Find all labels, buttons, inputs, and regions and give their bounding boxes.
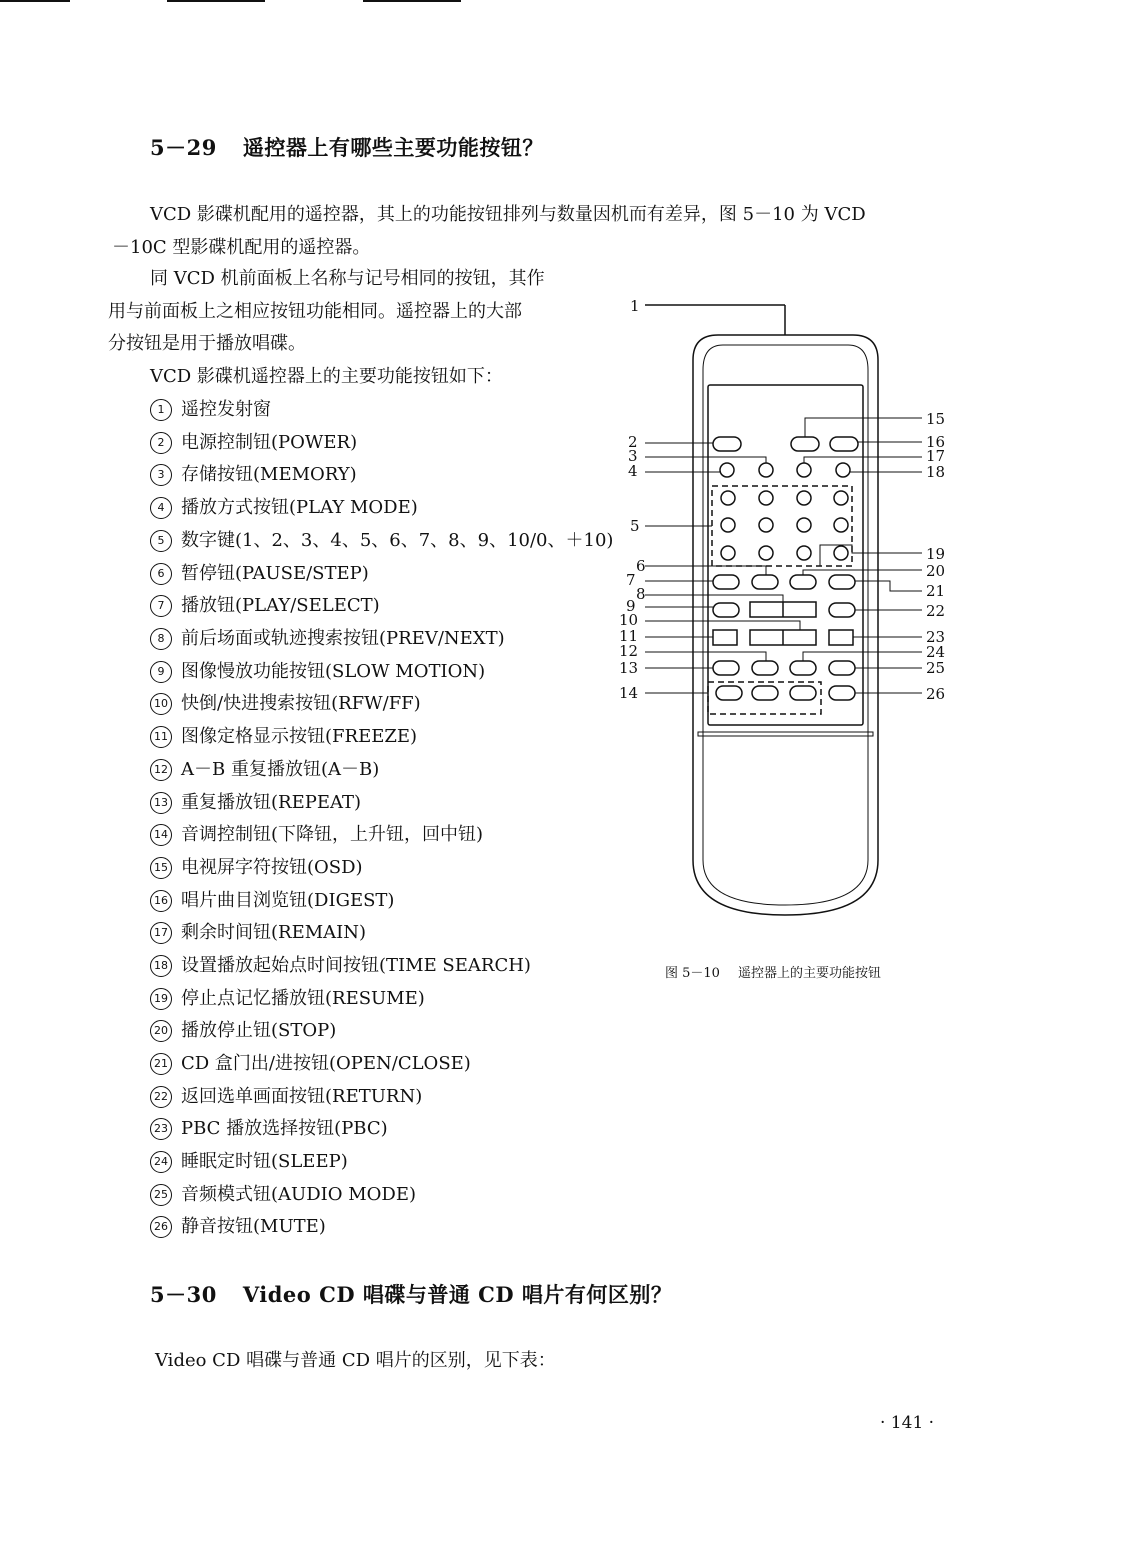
item-text: 遥控发射窗 bbox=[181, 399, 271, 420]
power-button bbox=[713, 437, 741, 451]
item-number: 12 bbox=[150, 759, 172, 781]
callout-label: 12 bbox=[619, 642, 639, 660]
item-number: 13 bbox=[150, 792, 172, 814]
item-number: 19 bbox=[150, 988, 172, 1010]
figure-caption bbox=[665, 962, 881, 981]
item-text: 快倒/快进搜索按钮(RFW/FF) bbox=[181, 693, 421, 714]
transmit-window bbox=[645, 305, 785, 335]
item-text: 播放钮(PLAY/SELECT) bbox=[181, 595, 380, 616]
item-number: 3 bbox=[150, 464, 172, 486]
item-text: 电视屏字符按钮(OSD) bbox=[181, 857, 363, 878]
page-number: · 141 · bbox=[880, 1413, 935, 1433]
item-text: 停止点记忆播放钮(RESUME) bbox=[181, 988, 425, 1009]
callout-label: 7 bbox=[626, 571, 636, 589]
list-item bbox=[150, 1147, 348, 1173]
item-text: 静音按钮(MUTE) bbox=[181, 1216, 326, 1237]
item-number: 20 bbox=[150, 1020, 172, 1042]
item-text: 图像定格显示按钮(FREEZE) bbox=[181, 726, 418, 747]
item-text: 数字键(1、2、3、4、5、6、7、8、9、10/0、＋10) bbox=[181, 530, 614, 551]
figure-callouts bbox=[619, 297, 945, 703]
item-number: 26 bbox=[150, 1216, 172, 1238]
callout-label: 15 bbox=[926, 410, 946, 428]
item-number: 6 bbox=[150, 563, 172, 585]
paragraph-2-line-2: 用与前面板上之相应按钮功能相同。遥控器上的大部 bbox=[108, 301, 522, 322]
callout-label: 5 bbox=[630, 517, 640, 535]
item-number: 24 bbox=[150, 1151, 172, 1173]
section-title: 遥控器上有哪些主要功能按钮？ bbox=[242, 135, 544, 160]
figure-caption-number: 图 5－10 bbox=[665, 966, 720, 981]
callout-label: 14 bbox=[619, 684, 639, 702]
list-item bbox=[150, 1212, 326, 1238]
item-text: 播放方式按钮(PLAY MODE) bbox=[181, 497, 418, 518]
list-item bbox=[150, 1180, 416, 1206]
callout-label: 19 bbox=[926, 545, 946, 563]
digest-button bbox=[830, 437, 858, 451]
list-item bbox=[150, 1016, 336, 1042]
callout-label: 10 bbox=[619, 611, 639, 629]
callout-label: 11 bbox=[619, 627, 639, 645]
paragraph-2-line-1: 同 VCD 机前面板上名称与记号相同的按钮，其作 bbox=[150, 268, 545, 289]
callout-label: 4 bbox=[628, 462, 638, 480]
item-text: 唱片曲目浏览钮(DIGEST) bbox=[181, 890, 395, 911]
item-text: 前后场面或轨迹搜索按钮(PREV/NEXT) bbox=[181, 628, 505, 649]
item-number: 23 bbox=[150, 1118, 172, 1140]
callout-label: 2 bbox=[628, 433, 638, 451]
callout-label: 9 bbox=[626, 597, 636, 615]
callout-label: 6 bbox=[636, 557, 646, 575]
section-heading-5-30 bbox=[150, 1279, 672, 1309]
item-text: 图像慢放功能按钮(SLOW MOTION) bbox=[181, 661, 486, 682]
section-number: 5－30 bbox=[150, 1282, 217, 1307]
osd-button bbox=[791, 437, 819, 451]
remote-button-panel bbox=[708, 385, 863, 725]
item-number: 9 bbox=[150, 661, 172, 683]
callout-label: 1 bbox=[630, 297, 640, 315]
list-item bbox=[150, 1082, 422, 1108]
list-intro: VCD 影碟机遥控器上的主要功能按钮如下： bbox=[150, 366, 503, 387]
item-text: 存储按钮(MEMORY) bbox=[181, 464, 357, 485]
list-item bbox=[150, 1114, 388, 1140]
item-number: 8 bbox=[150, 628, 172, 650]
section-2-body: Video CD 唱碟与普通 CD 唱片的区别，见下表： bbox=[155, 1350, 556, 1371]
figure-caption-text: 遥控器上的主要功能按钮 bbox=[737, 966, 881, 981]
item-number: 21 bbox=[150, 1053, 172, 1075]
item-text: 返回选单画面按钮(RETURN) bbox=[181, 1086, 423, 1107]
item-number: 15 bbox=[150, 857, 172, 879]
callout-label: 23 bbox=[926, 628, 946, 646]
item-number: 7 bbox=[150, 595, 172, 617]
item-text: 音频模式钮(AUDIO MODE) bbox=[181, 1184, 416, 1205]
item-text: 剩余时间钮(REMAIN) bbox=[181, 922, 367, 943]
item-number: 10 bbox=[150, 693, 172, 715]
item-text: 重复播放钮(REPEAT) bbox=[181, 792, 362, 813]
item-number: 2 bbox=[150, 432, 172, 454]
section-title: Video CD 唱碟与普通 CD 唱片有何区别？ bbox=[242, 1282, 673, 1307]
item-number: 25 bbox=[150, 1184, 172, 1206]
item-number: 14 bbox=[150, 824, 172, 846]
callout-label: 16 bbox=[926, 433, 946, 451]
item-text: 播放停止钮(STOP) bbox=[181, 1020, 337, 1041]
callout-label: 18 bbox=[926, 463, 946, 481]
item-text: 电源控制钮(POWER) bbox=[181, 432, 358, 453]
item-text: 音调控制钮(下降钮，上升钮，回中钮) bbox=[181, 824, 484, 845]
paragraph-2-line-3: 分按钮是用于播放唱碟。 bbox=[108, 333, 306, 354]
item-number: 11 bbox=[150, 726, 172, 748]
callout-label: 20 bbox=[926, 562, 946, 580]
item-text: CD 盒门出/进按钮(OPEN/CLOSE) bbox=[181, 1053, 471, 1074]
list-item bbox=[150, 1049, 471, 1075]
callout-label: 21 bbox=[926, 582, 946, 600]
item-text: PBC 播放选择按钮(PBC) bbox=[181, 1118, 388, 1139]
remote-body-outline bbox=[693, 335, 878, 915]
callout-label: 22 bbox=[926, 602, 946, 620]
callout-label: 24 bbox=[926, 643, 946, 661]
callout-label: 26 bbox=[926, 685, 946, 703]
intro-line-2: －10C 型影碟机配用的遥控器。 bbox=[112, 237, 371, 258]
numeric-keypad bbox=[712, 486, 852, 566]
item-text: 睡眠定时钮(SLEEP) bbox=[181, 1151, 348, 1172]
callout-label: 13 bbox=[619, 659, 639, 677]
item-number: 18 bbox=[150, 955, 172, 977]
remote-body-inner bbox=[703, 345, 868, 905]
item-number: 5 bbox=[150, 530, 172, 552]
intro-line-1: VCD 影碟机配用的遥控器，其上的功能按钮排列与数量因机而有差异，图 5－10 为 VCD bbox=[150, 204, 866, 225]
item-text: A－B 重复播放钮(A－B) bbox=[181, 759, 380, 780]
item-number: 22 bbox=[150, 1086, 172, 1108]
callout-label: 3 bbox=[628, 447, 638, 465]
item-text: 暂停钮(PAUSE/STEP) bbox=[181, 563, 369, 584]
item-number: 1 bbox=[150, 399, 172, 421]
section-number: 5－29 bbox=[150, 135, 217, 160]
callout-label: 17 bbox=[926, 447, 946, 465]
item-number: 4 bbox=[150, 497, 172, 519]
callout-label: 8 bbox=[636, 585, 646, 603]
callout-label: 25 bbox=[926, 659, 946, 677]
item-number: 17 bbox=[150, 922, 172, 944]
item-text: 设置播放起始点时间按钮(TIME SEARCH) bbox=[181, 955, 531, 976]
item-number: 16 bbox=[150, 890, 172, 912]
